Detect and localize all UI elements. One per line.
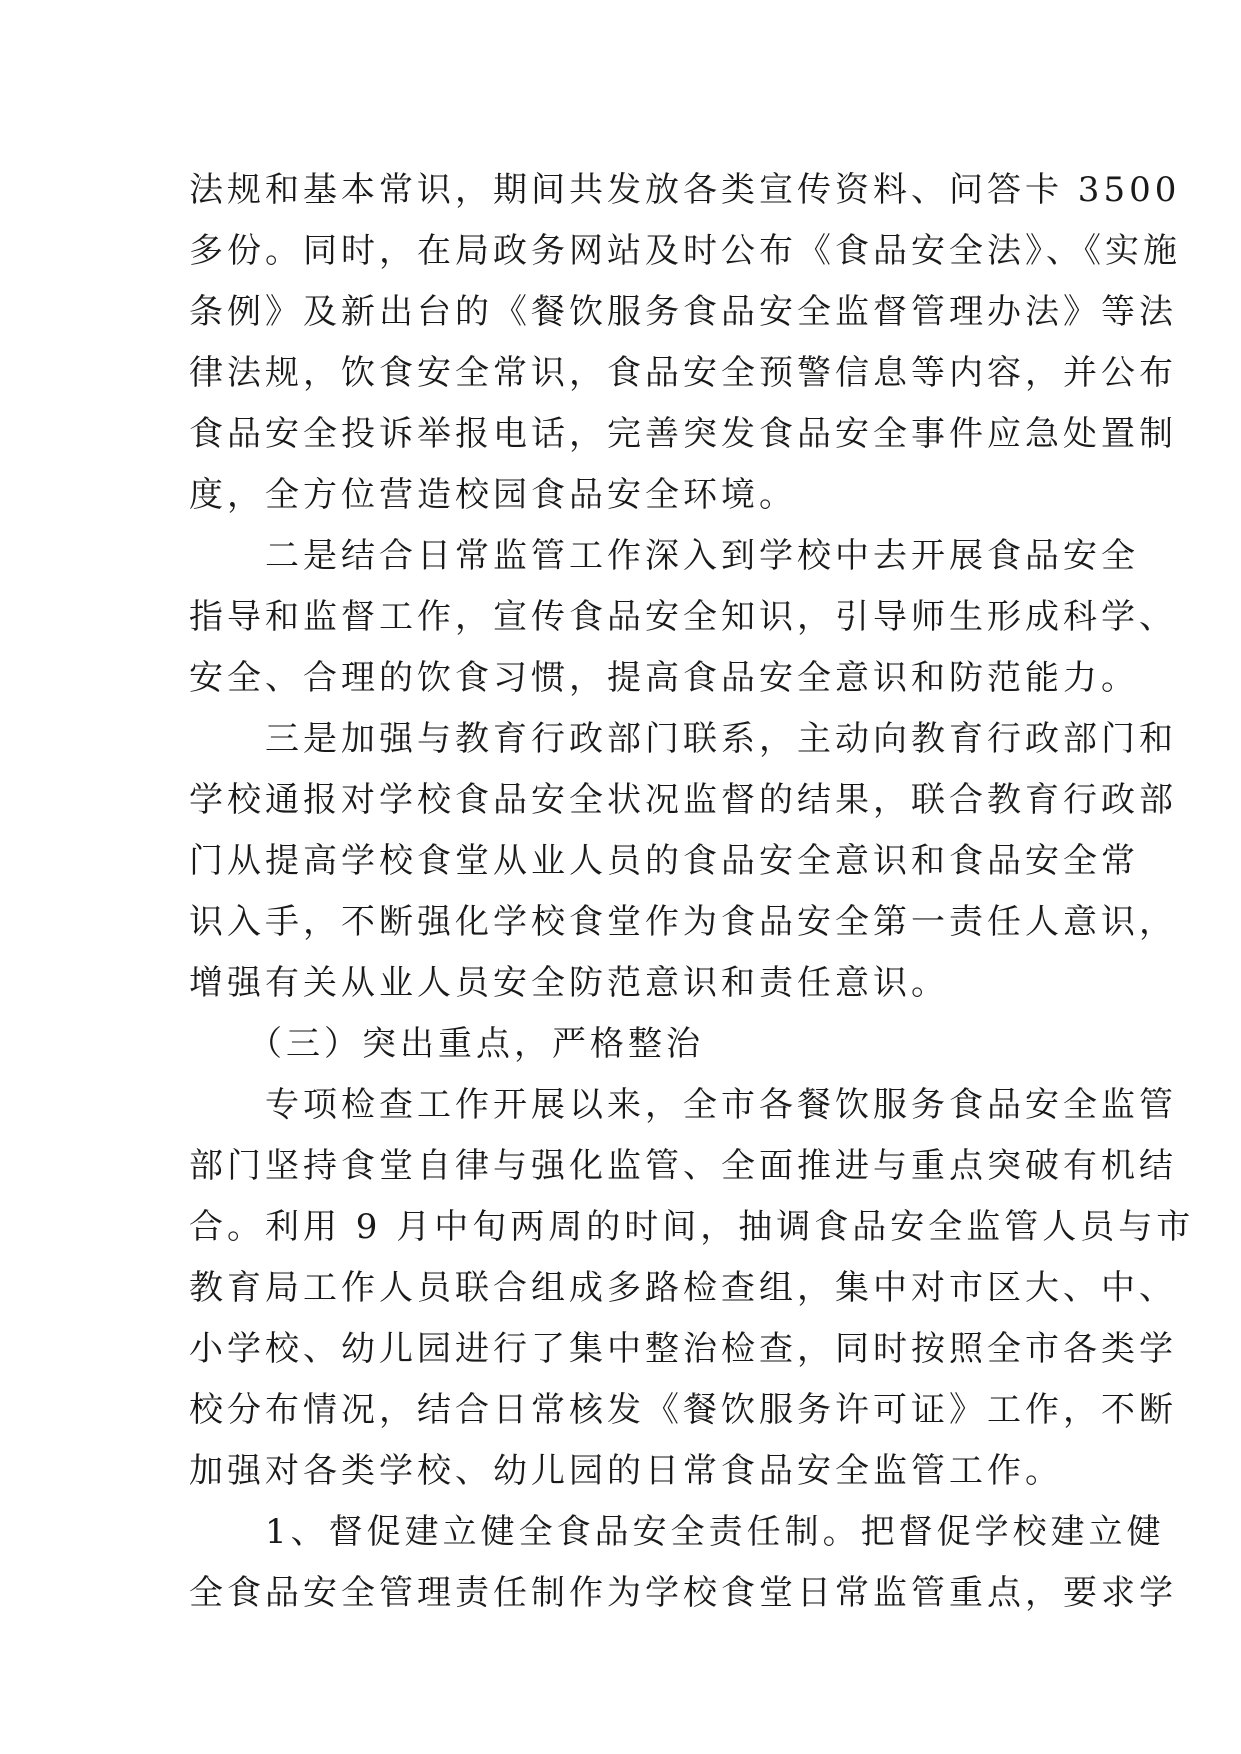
text-line: 加强对各类学校、幼儿园的日常食品安全监管工作。 bbox=[189, 1451, 1063, 1491]
text-line: 小学校、幼儿园进行了集中整治检查，同时按照全市各类学 bbox=[189, 1329, 1177, 1369]
document-body bbox=[189, 160, 1195, 1624]
text-line: 专项检查工作开展以来，全市各餐饮服务食品安全监管 bbox=[189, 1085, 1177, 1125]
text-line: 三是加强与教育行政部门联系，主动向教育行政部门和 bbox=[189, 719, 1177, 759]
text-line: 度，全方位营造校园食品安全环境。 bbox=[189, 475, 797, 515]
text-line: 指导和监督工作，宣传食品安全知识，引导师生形成科学、 bbox=[189, 597, 1177, 637]
text-line: 识入手，不断强化学校食堂作为食品安全第一责任人意识， bbox=[189, 902, 1177, 942]
text-line: 多份。同时，在局政务网站及时公布《食品安全法》、《实施 bbox=[189, 231, 1181, 271]
text-line: 学校通报对学校食品安全状况监督的结果，联合教育行政部 bbox=[189, 780, 1177, 820]
text-line: 1、督促建立健全食品安全责任制。把督促学校建立健 bbox=[189, 1512, 1165, 1552]
text-line: 安全、合理的饮食习惯，提高食品安全意识和防范能力。 bbox=[189, 658, 1139, 698]
section-heading: （三）突出重点，严格整治 bbox=[189, 1024, 704, 1064]
text-line: 全食品安全管理责任制作为学校食堂日常监管重点，要求学 bbox=[189, 1573, 1177, 1613]
text-line: 门从提高学校食堂从业人员的食品安全意识和食品安全常 bbox=[189, 841, 1139, 881]
text-line: 食品安全投诉举报电话，完善突发食品安全事件应急处置制 bbox=[189, 414, 1177, 454]
text-line: 合。利用 9 月中旬两周的时间，抽调食品安全监管人员与市 bbox=[189, 1207, 1195, 1247]
text-line: 法规和基本常识，期间共发放各类宣传资料、问答卡 3500 bbox=[189, 170, 1181, 210]
text-line: 校分布情况，结合日常核发《餐饮服务许可证》工作，不断 bbox=[189, 1390, 1177, 1430]
text-line: 条例》及新出台的《餐饮服务食品安全监督管理办法》等法 bbox=[189, 292, 1177, 332]
text-line: 部门坚持食堂自律与强化监管、全面推进与重点突破有机结 bbox=[189, 1146, 1177, 1186]
text-line: 教育局工作人员联合组成多路检查组，集中对市区大、中、 bbox=[189, 1268, 1177, 1308]
text-line: 二是结合日常监管工作深入到学校中去开展食品安全 bbox=[189, 536, 1139, 576]
text-line: 增强有关从业人员安全防范意识和责任意识。 bbox=[189, 963, 949, 1003]
text-line: 律法规，饮食安全常识，食品安全预警信息等内容，并公布 bbox=[189, 353, 1177, 393]
